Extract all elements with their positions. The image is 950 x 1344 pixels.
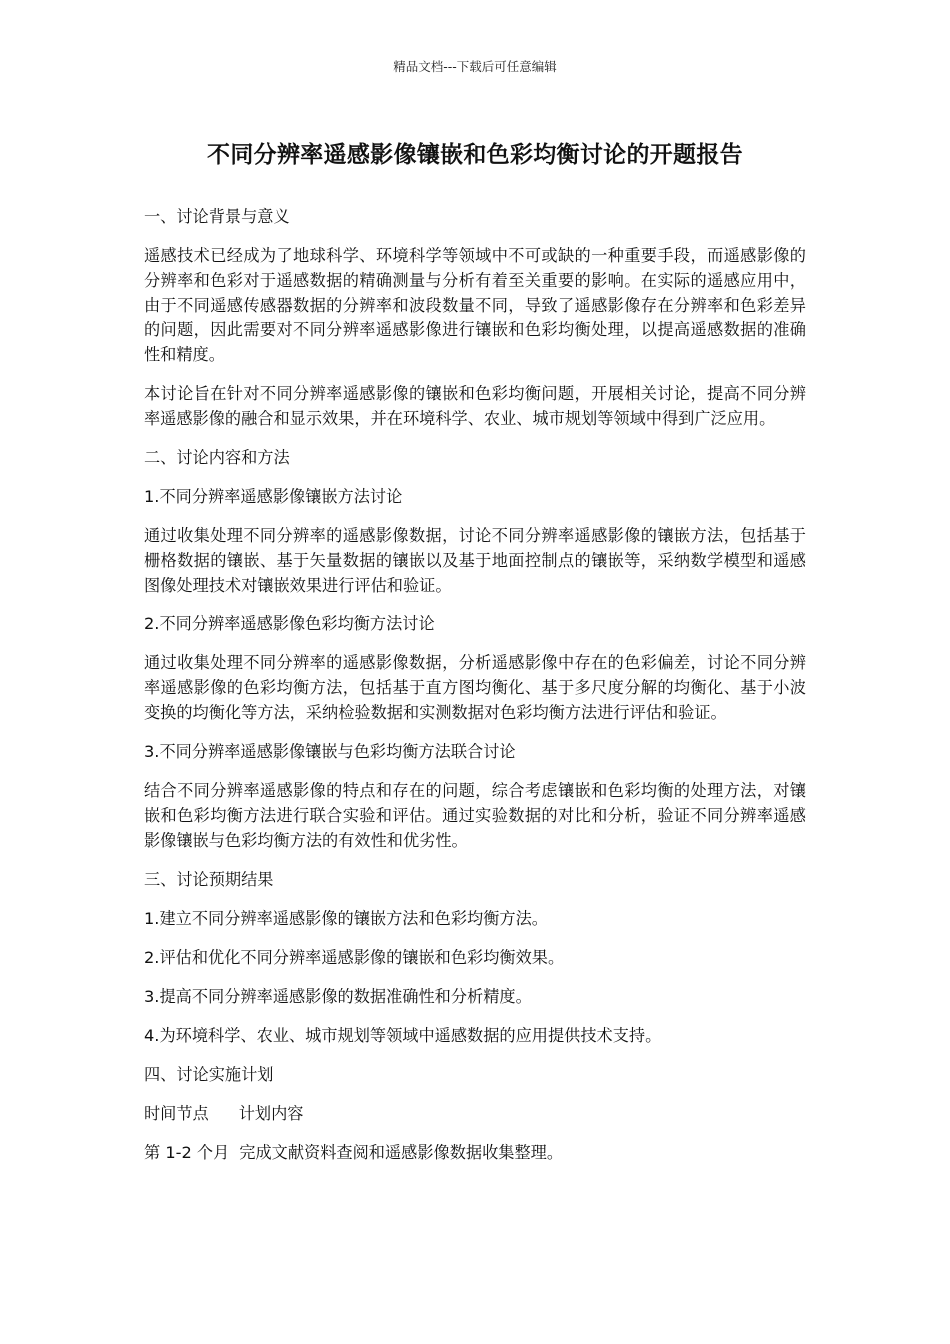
header-note: 精品文档---下载后可任意编辑: [393, 59, 557, 74]
section-heading: 一、讨论背景与意义: [144, 207, 290, 226]
list-item: 3.提高不同分辨率遥感影像的数据准确性和分析精度。: [144, 986, 532, 1006]
plan-header-row: [144, 1102, 806, 1127]
list-item: 4.为环境科学、农业、城市规划等领域中遥感数据的应用提供技术支持。: [144, 1025, 662, 1045]
plan-header-content: 计划内容: [238, 1103, 304, 1123]
body-paragraph: 通过收集处理不同分辨率的遥感影像数据，分析遥感影像中存在的色彩偏差，讨论不同分辨率遥感影像的色彩均衡方法，包括基于直方图均衡化、基于多尺度分解的均衡化、基于小波变换的均衡化等方法，采纳检验数据和实测数据对色彩均衡方法进行评估和验证。: [144, 653, 806, 723]
document-title: 不同分辨率遥感影像镶嵌和色彩均衡讨论的开题报告: [207, 142, 743, 168]
section-heading: 二、讨论内容和方法: [144, 447, 290, 467]
plan-row-content: 完成文献资料查阅和遥感影像数据收集整理。: [239, 1142, 564, 1162]
plan-row-time: 第 1-2 个月: [144, 1142, 230, 1162]
document-body: [144, 205, 806, 1179]
subsection-heading: 1.不同分辨率遥感影像镶嵌方法讨论: [144, 486, 403, 506]
body-paragraph: 结合不同分辨率遥感影像的特点和存在的问题，综合考虑镶嵌和色彩均衡的处理方法，对镶嵌和色彩均衡方法进行联合实验和评估。通过实验数据的对比和分析，验证不同分辨率遥感影像镶嵌与色彩均衡方法的有效性和优劣性。: [144, 781, 806, 850]
plan-row: [144, 1141, 806, 1166]
section-heading: 三、讨论预期结果: [144, 869, 274, 889]
subsection-heading: 3.不同分辨率遥感影像镶嵌与色彩均衡方法联合讨论: [144, 742, 516, 762]
body-paragraph: 通过收集处理不同分辨率的遥感影像数据，讨论不同分辨率遥感影像的镶嵌方法，包括基于栅格数据的镶嵌、基于矢量数据的镶嵌以及基于地面控制点的镶嵌等，采纳数学模型和遥感图像处理技术对镶嵌效果进行评估和验证。: [144, 525, 806, 595]
list-item: 1.建立不同分辨率遥感影像的镶嵌方法和色彩均衡方法。: [144, 908, 548, 928]
body-paragraph: 本讨论旨在针对不同分辨率遥感影像的镶嵌和色彩均衡问题，开展相关讨论，提高不同分辨率遥感影像的融合和显示效果，并在环境科学、农业、城市规划等领域中得到广泛应用。: [144, 384, 806, 428]
list-item: 2.评估和优化不同分辨率遥感影像的镶嵌和色彩均衡效果。: [144, 947, 565, 967]
section-heading: 四、讨论实施计划: [144, 1064, 274, 1084]
subsection-heading: 2.不同分辨率遥感影像色彩均衡方法讨论: [144, 614, 435, 634]
body-paragraph: 遥感技术已经成为了地球科学、环境科学等领域中不可或缺的一种重要手段，而遥感影像的分辨率和色彩对于遥感数据的精确测量与分析有着至关重要的影响。在实际的遥感应用中，由于不同遥感传感器数据的分辨率和波段数量不同，导致了遥感影像存在分辨率和色彩差异的问题，因此需要对不同分辨率遥感影像进行镶嵌和色彩均衡处理，以提高遥感数据的准确性和精度。: [144, 245, 806, 365]
plan-header-time: 时间节点: [144, 1103, 209, 1123]
